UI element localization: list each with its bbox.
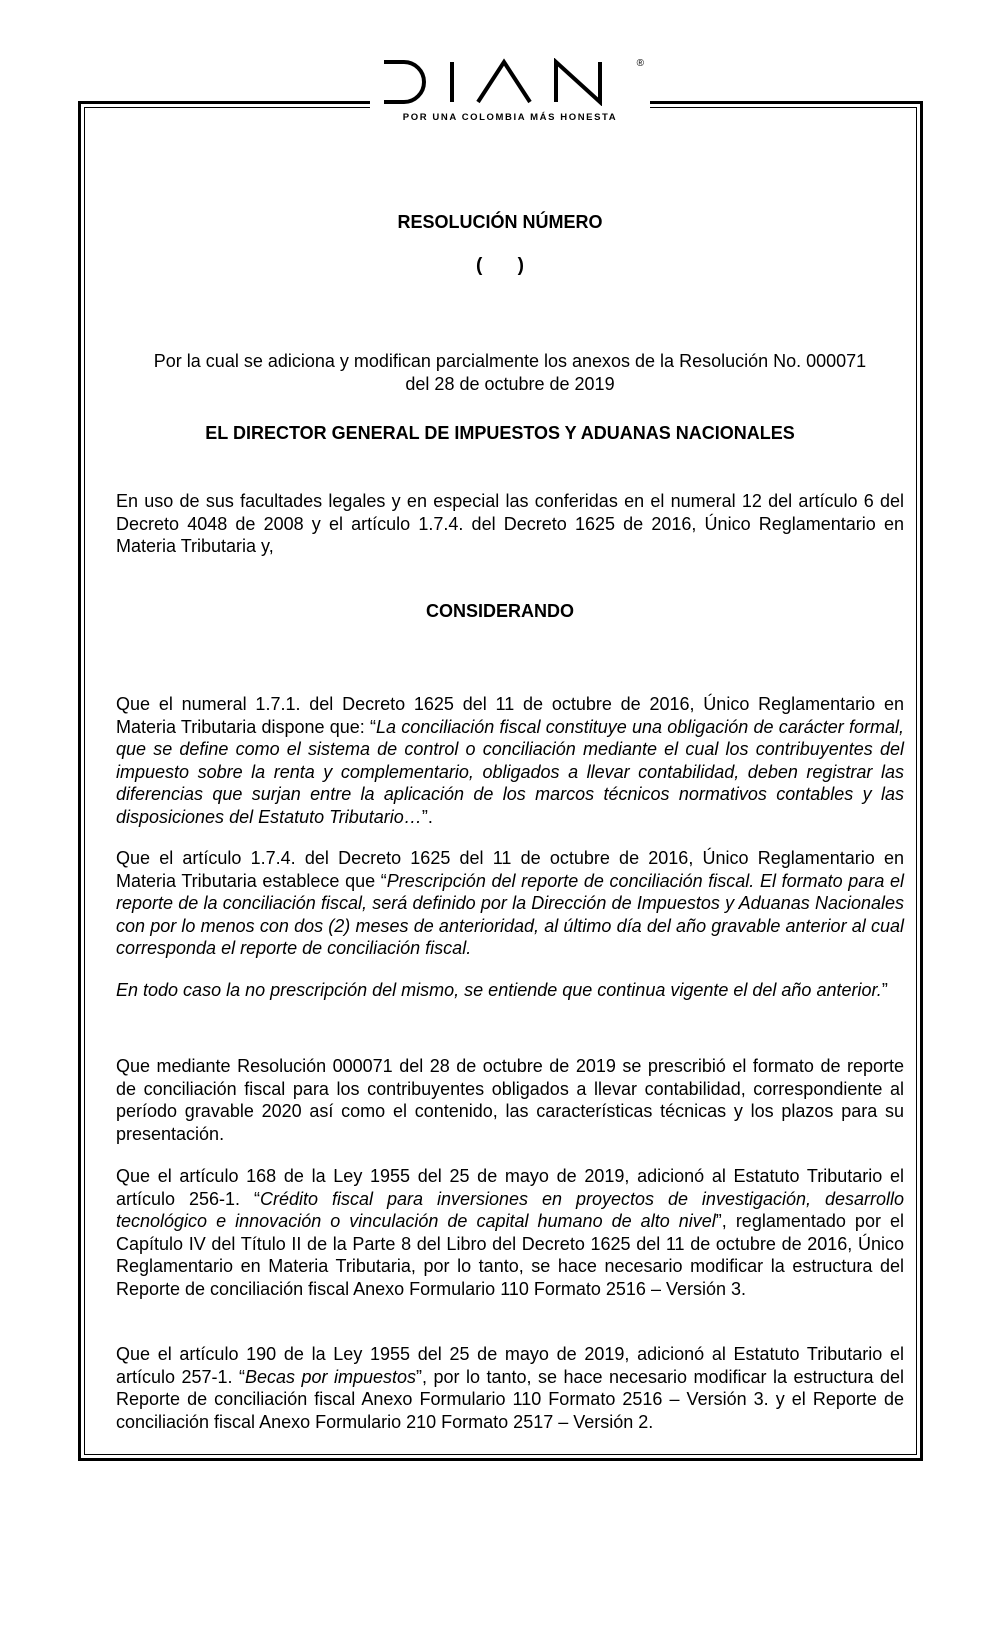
considerando-paragraph-1 bbox=[116, 693, 904, 828]
p5-text: Que el artículo 168 de la Ley 1955 del 25 de mayo de 2019, adicionó al Estatuto Tributario el artículo 256-1. “ bbox=[116, 1166, 904, 1209]
p1-close: ”. bbox=[421, 806, 433, 827]
considerando-heading: CONSIDERANDO bbox=[425, 601, 574, 621]
considerando-paragraph-3 bbox=[116, 979, 904, 1002]
p2-quote: Prescripción del reporte de conciliación fiscal. El formato para el reporte de la conciliación fiscal, será definido por la Dirección de Impuestos y Aduanas Nacionales con por lo menos con dos (2) meses de anterioridad, al último día del año gravable anterior al cual corresponda el reporte de conciliación fiscal. bbox=[116, 870, 904, 958]
p6-text: Que el artículo 190 de la Ley 1955 del 25 de mayo de 2019, adicionó al Estatuto Tributario el artículo 257-1. “ bbox=[116, 1344, 904, 1387]
resolution-subject bbox=[116, 350, 904, 395]
considerando-paragraph-5 bbox=[116, 1165, 904, 1300]
p1-text: Que el numeral 1.7.1. del Decreto 1625 del 11 de octubre de 2016, Único Reglamentario en Materia Tributaria dispone que: “ bbox=[116, 694, 904, 737]
p5-rest: ”, reglamentado por el Capítulo IV del Título II de la Parte 8 del Libro del Decreto 1625 del 11 de octubre de 2016, Único Reglamentario en Materia Tributaria, por lo tanto, se hace necesario modificar la estructura del Reporte de conciliación fiscal Anexo Formulario 110 Formato 2516 – Versión 3. bbox=[116, 1211, 904, 1299]
dian-wordmark-icon bbox=[380, 58, 640, 106]
p6-quote: Becas por impuestos bbox=[245, 1366, 417, 1387]
p3-quote: En todo caso la no prescripción del mismo, se entiende que continua vigente el del año anterior. bbox=[116, 980, 882, 1000]
p3-close: ” bbox=[881, 980, 888, 1000]
considerando-paragraph-4: Que mediante Resolución 000071 del 28 de octubre de 2019 se prescribió el formato de reporte de conciliación fiscal para los contribuyentes obligados a llevar contabilidad, correspondiente al período gravable 2020 así como el contenido, las características técnicas y los plazos para su presentación. bbox=[116, 1056, 904, 1144]
logo-tagline: POR UNA COLOMBIA MÁS HONESTA bbox=[402, 112, 618, 123]
authority-heading: EL DIRECTOR GENERAL DE IMPUESTOS Y ADUANAS NACIONALES bbox=[205, 423, 795, 443]
subject-line-2: del 28 de octubre de 2019 bbox=[405, 373, 615, 394]
registered-mark: ® bbox=[636, 58, 644, 69]
p1-quote: La conciliación fiscal constituye una obligación de carácter formal, que se define como el sistema de control o conciliación mediante el cual los contribuyentes del impuesto sobre la renta y complementario, obligados a llevar contabilidad, deben registrar las diferencias que surjan entre la aplicación de los marcos técnicos normativos contables y las disposiciones del Estatuto Tributario… bbox=[116, 716, 904, 827]
considerando-paragraph-2 bbox=[116, 847, 904, 960]
subject-line-1: Por la cual se adiciona y modifican parcialmente los anexos de la Resolución No. 000071 bbox=[153, 351, 867, 371]
preamble-paragraph: En uso de sus facultades legales y en especial las conferidas en el numeral 12 del artículo 6 del Decreto 4048 de 2008 y el artículo 1.7.4. del Decreto 1625 de 2016, Único Reglamentario en Materia Tributaria y, bbox=[116, 491, 904, 556]
p6-rest: ”, por lo tanto, se hace necesario modificar la estructura del Reporte de conciliación fiscal Anexo Formulario 110 Formato 2516 – Versión 3. y el Reporte de conciliación fiscal Anexo Formulario 210 Formato 2517 – Versión 2. bbox=[116, 1366, 904, 1432]
considerando-paragraph-6 bbox=[116, 1343, 904, 1433]
dian-logo bbox=[370, 58, 650, 134]
p5-quote: Crédito fiscal para inversiones en proyectos de investigación, desarrollo tecnológico e innovación o vinculación de capital humano de alto nivel bbox=[116, 1188, 904, 1231]
resolution-number-placeholder: ( ) bbox=[476, 255, 524, 276]
resolution-title: RESOLUCIÓN NÚMERO bbox=[397, 212, 603, 232]
p2-text: Que el artículo 1.7.4. del Decreto 1625 del 11 de octubre de 2016, Único Reglamentario en Materia Tributaria establece que “ bbox=[116, 848, 904, 891]
